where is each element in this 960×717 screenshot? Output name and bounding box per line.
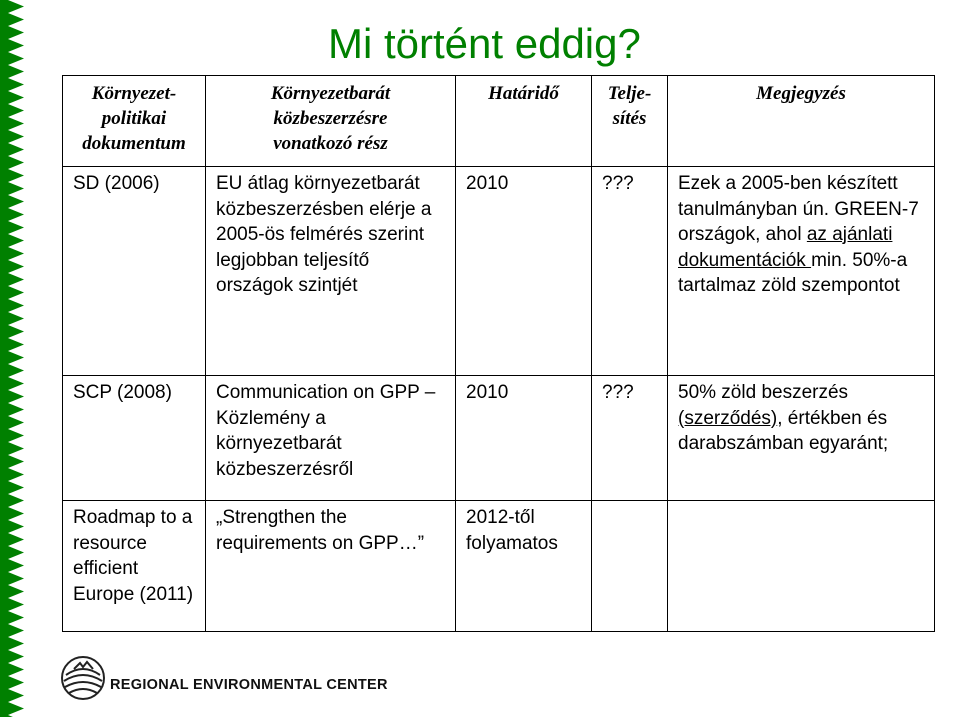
cell-performance [592, 501, 668, 632]
cell-performance: ??? [592, 376, 668, 501]
organization-name: REGIONAL ENVIRONMENTAL CENTER [110, 677, 388, 693]
cell-performance: ??? [592, 167, 668, 376]
rec-logo-icon [60, 655, 106, 701]
header-deadline: Határidő [456, 76, 592, 167]
cell-deadline: 2010 [456, 376, 592, 501]
table-header-row [63, 76, 935, 167]
note-link: az ajánlati dokumentációk [678, 224, 893, 271]
cell-document: SCP (2008) [63, 376, 206, 501]
header-gpp-part: Környezetbarát közbeszerzésre vonatkozó rész [206, 76, 456, 167]
cell-note [668, 501, 935, 632]
header-performance: Telje- sítés [592, 76, 668, 167]
cell-note: Ezek a 2005-ben készített tanulmányban ún. GREEN-7 országok, ahol az ajánlati dokumentációk min. 50%-a tartalmaz zöld szempontot [668, 167, 935, 376]
cell-gpp-part: EU átlag környezetbarát közbeszerzésben elérje a 2005-ös felmérés szerint legjobban teljesítő országok szintjét [206, 167, 456, 376]
cell-deadline: 2010 [456, 167, 592, 376]
cell-gpp-part: Communication on GPP – Közlemény a környezetbarát közbeszerzésről [206, 376, 456, 501]
header-document: Környezet- politikai dokumentum [63, 76, 206, 167]
table-row [63, 501, 935, 632]
page-title: Mi történt eddig? [328, 20, 641, 67]
cell-document: SD (2006) [63, 167, 206, 376]
cell-document: Roadmap to a resource efficient Europe (2011) [63, 501, 206, 632]
footer [60, 655, 460, 705]
cell-gpp-part: „Strengthen the requirements on GPP…” [206, 501, 456, 632]
cell-note: 50% zöld beszerzés (szerződés), értékben és darabszámban egyaránt; [668, 376, 935, 501]
gpp-table [62, 75, 935, 632]
table-row [63, 376, 935, 501]
decorative-left-border [0, 0, 30, 717]
table-row [63, 167, 935, 376]
note-link: (szerződés) [678, 407, 778, 429]
header-note: Megjegyzés [668, 76, 935, 167]
cell-deadline: 2012-től folyamatos [456, 501, 592, 632]
